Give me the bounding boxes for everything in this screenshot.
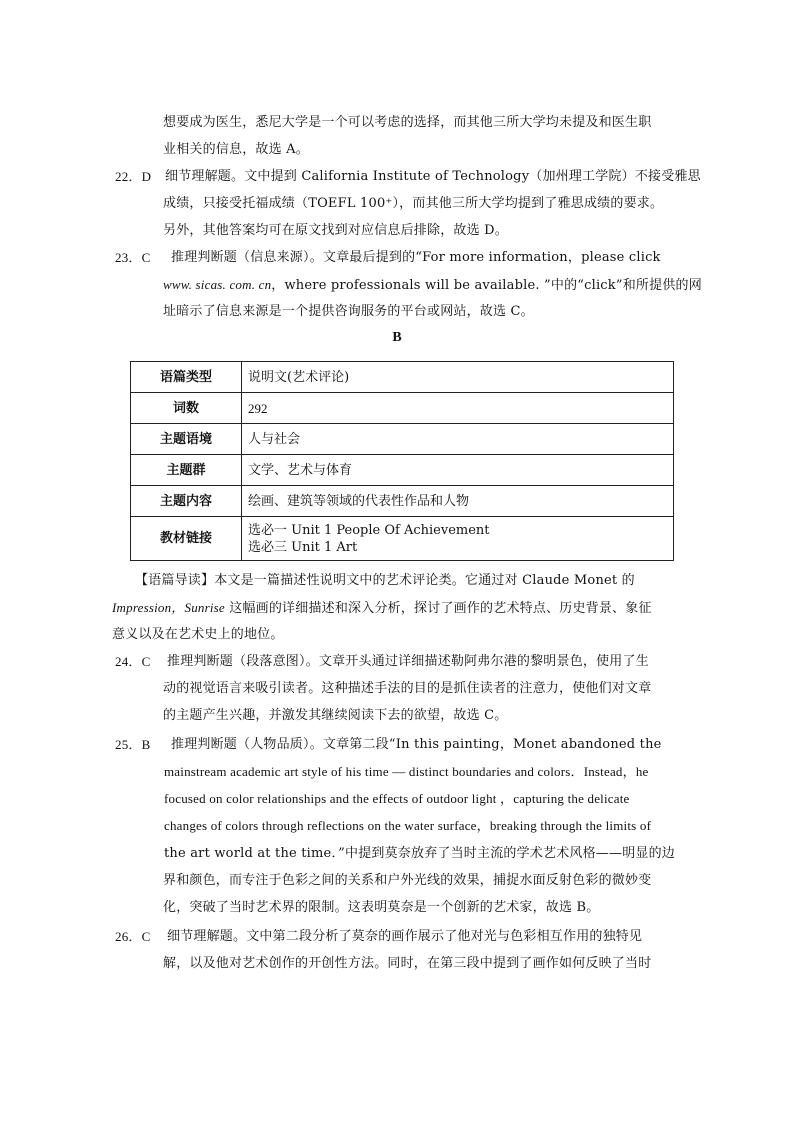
table-value	[242, 517, 674, 561]
answer-25-line-4: changes of colors through reflections on the water surface，breaking through the limits of	[164, 818, 652, 833]
answer-25-line-3: focused on color relationships and the effects of outdoor light ，capturing the delicate	[164, 791, 630, 806]
table-row	[131, 424, 674, 455]
answer-23-line-3: 址暗示了信息来源是一个提供咨询服务的平台或网站，故选 C。	[163, 304, 534, 319]
answer-22-line-1: 细节理解题。文中提到 California Institute of Technology（加州理工学院）不接受雅思	[165, 169, 701, 184]
table-value: 292	[242, 393, 674, 424]
answer-22-line-2: 成绩，只接受托福成绩（TOEFL 100⁺），而其他三所大学均提到了雅思成绩的要求。	[163, 196, 664, 211]
painting-title: Impression，Sunrise	[112, 600, 225, 615]
guide-line-2-rest: 这幅画的详细描述和深入分析，探讨了画作的艺术特点、历史背景、象征	[224, 601, 652, 616]
guide-line-3: 意义以及在艺术史上的地位。	[112, 627, 284, 642]
answer-23-line-1: 推理判断题（信息来源）。文章最后提到的“For more information，please click	[171, 250, 661, 265]
table-value: 绘画、建筑等领域的代表性作品和人物	[242, 486, 674, 517]
table-row	[131, 362, 674, 393]
textbook-link-2: 选必三 Unit 1 Art	[248, 539, 358, 555]
answer-24-line-2: 动的视觉语言来吸引读者。这种描述手法的目的是抓住读者的注意力，使他们对文章	[163, 681, 652, 696]
para-line: 想要成为医生，悉尼大学是一个可以考虑的选择，而其他三所大学均未提及和医生职	[163, 115, 652, 130]
table-key: 主题语境	[131, 424, 242, 455]
table-row	[131, 455, 674, 486]
table-row	[131, 517, 674, 561]
answer-25-line-2: mainstream academic art style of his time — distinct boundaries and colors．Instead，he	[164, 764, 649, 779]
table-row	[131, 393, 674, 424]
answer-25-line-7: 化，突破了当时艺术界的限制。这表明莫奈是一个创新的艺术家，故选 B。	[163, 900, 600, 915]
guide-line-1: 【语篇导读】本文是一篇描述性说明文中的艺术评论类。它通过对 Claude Monet 的	[135, 573, 635, 588]
answer-number-22: 22．D	[115, 169, 152, 184]
table-key: 教材链接	[131, 517, 242, 561]
para-line: 业相关的信息，故选 A。	[163, 142, 309, 157]
table-key: 主题内容	[131, 486, 242, 517]
table-row	[131, 486, 674, 517]
table-value: 说明文(艺术评论)	[242, 362, 674, 393]
section-title-b: B	[392, 330, 402, 345]
answer-25-line-5: the art world at the time．”中提到莫奈放弃了当时主流的学术艺术风格——明显的边	[164, 846, 676, 861]
answer-24-line-3: 的主题产生兴趣，并激发其继续阅读下去的欲望，故选 C。	[163, 708, 508, 723]
answer-26-line-1: 细节理解题。文中第二段分析了莫奈的画作展示了他对光与色彩相互作用的独特见	[167, 929, 643, 944]
table-value: 文学、艺术与体育	[242, 455, 674, 486]
website-url: www. sicas. com. cn	[163, 277, 272, 292]
answer-22-line-3: 另外，其他答案均可在原文找到对应信息后排除，故选 D。	[163, 223, 508, 238]
answer-number-26: 26．C	[115, 929, 151, 944]
passage-info-table	[130, 361, 674, 561]
answer-number-23: 23．C	[115, 250, 151, 265]
table-key: 词数	[131, 393, 242, 424]
answer-23-line-2	[163, 271, 702, 299]
answer-26-line-2: 解，以及他对艺术创作的开创性方法。同时，在第三段中提到了画作如何反映了当时	[163, 956, 652, 971]
table-value: 人与社会	[242, 424, 674, 455]
answer-24-line-1: 推理判断题（段落意图）。文章开头通过详细描述勒阿弗尔港的黎明景色，使用了生	[167, 654, 649, 669]
answer-25-line-6: 界和颜色，而专注于色彩之间的关系和户外光线的效果，捕捉水面反射色彩的微妙变	[163, 873, 652, 888]
guide-line-2	[112, 594, 652, 622]
answer-number-24: 24．C	[115, 654, 151, 669]
table-key: 主题群	[131, 455, 242, 486]
answer-25-line-1: 推理判断题（人物品质）。文章第二段“In this painting，Monet abandoned the	[171, 737, 662, 752]
answer-number-25: 25．B	[115, 737, 151, 752]
textbook-link-1: 选必一 Unit 1 People Of Achievement	[248, 522, 490, 538]
table-key: 语篇类型	[131, 362, 242, 393]
answer-23-line-2-rest: ，where professionals will be available. ”中的“click”和所提供的网	[271, 278, 702, 293]
